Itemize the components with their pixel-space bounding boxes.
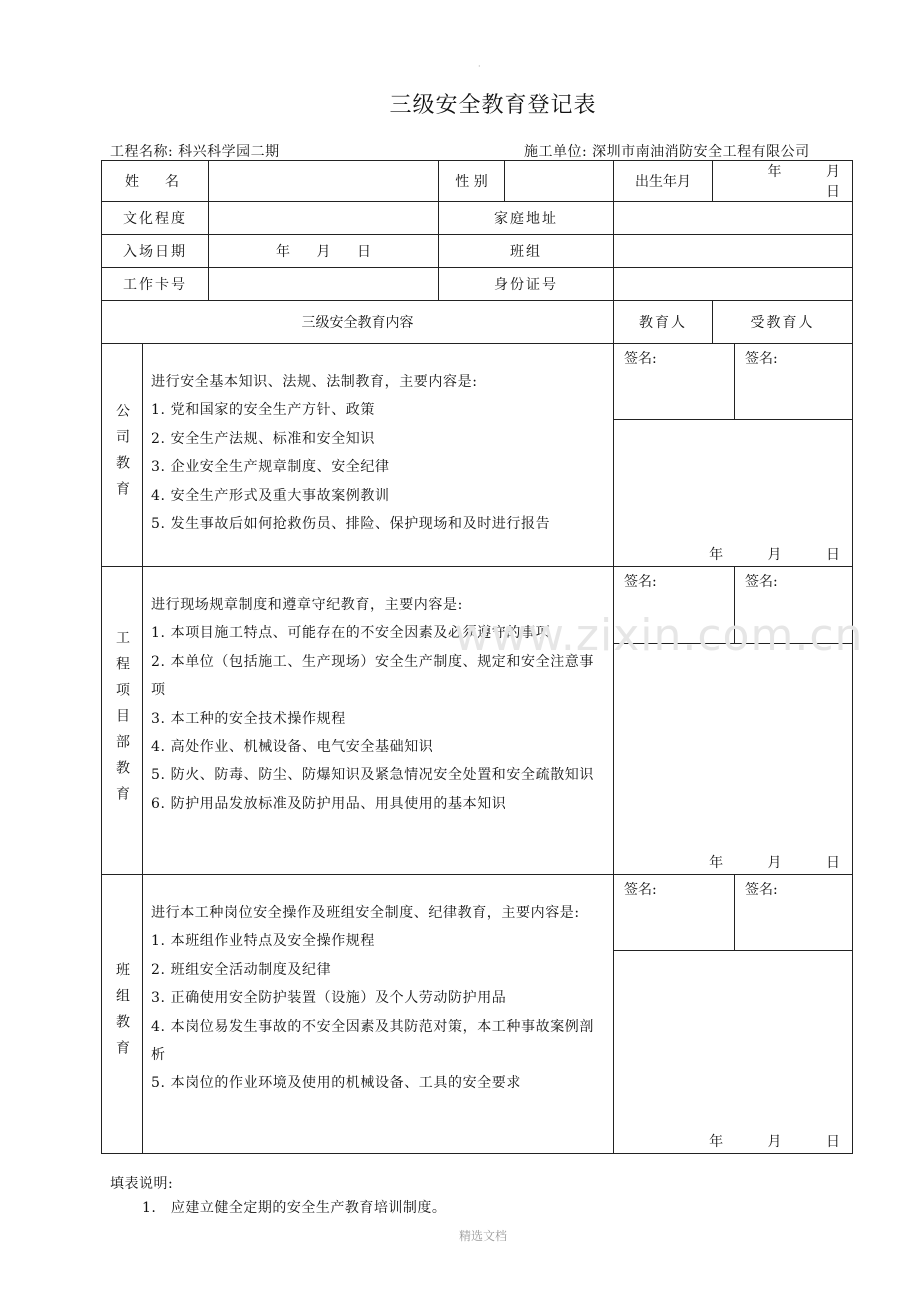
- signature-date[interactable]: [614, 420, 852, 566]
- content-line: 4. 安全生产形式及重大事故案例教训: [151, 487, 390, 504]
- content-line: 4. 高处作业、机械设备、电气安全基础知识: [151, 739, 434, 756]
- date-text: 年 月 日: [709, 1134, 840, 1150]
- team-education-content: [143, 875, 614, 1154]
- gender-label: 性 别: [439, 161, 505, 202]
- content-header: 三级安全教育内容: [102, 301, 614, 344]
- name-label: 姓 名: [102, 161, 209, 202]
- content-line: 4. 本岗位易发生事故的不安全因素及其防范对策，本工种事故案例剖析: [151, 1018, 595, 1064]
- trainee-signature-field[interactable]: [735, 875, 852, 950]
- entry-date-text: 年 月 日: [276, 244, 371, 260]
- work-card-label: 工作卡号: [102, 268, 209, 301]
- signature-label: 签名:: [624, 351, 657, 367]
- signature-label: 签名:: [624, 882, 657, 898]
- trainee-signature-field[interactable]: [735, 567, 852, 643]
- content-line: 2. 本单位（包括施工、生产现场）安全生产制度、规定和安全注意事项: [151, 653, 595, 699]
- signature-date[interactable]: [614, 951, 852, 1153]
- educator-signature-field[interactable]: [614, 875, 735, 950]
- footer-text: 精选文档: [458, 1229, 507, 1243]
- content-line: 2. 班组安全活动制度及纪律: [151, 961, 332, 978]
- team-education-row: [102, 875, 853, 1154]
- date-text: 年 月 日: [709, 547, 840, 563]
- stage-label-team: 班组教育: [114, 962, 130, 1066]
- content-line: 进行安全基本知识、法规、法制教育，主要内容是:: [151, 374, 478, 390]
- birth-label: 出生年月: [614, 161, 713, 202]
- content-line: 6. 防护用品发放标准及防护用品、用具使用的基本知识: [151, 795, 507, 812]
- stage-label-project: 工程项目部教育: [114, 629, 130, 812]
- gender-field[interactable]: [505, 161, 614, 202]
- company-education-row: [102, 344, 853, 567]
- content-line: 3. 企业安全生产规章制度、安全纪律: [151, 459, 390, 476]
- page-title: 三级安全教育登记表: [389, 93, 597, 118]
- project-name: 工程名称: 科兴科学园二期: [110, 144, 280, 160]
- name-field[interactable]: [209, 161, 439, 202]
- signature-label: 签名:: [624, 574, 657, 590]
- project-education-content: [143, 567, 614, 875]
- address-field[interactable]: [614, 202, 853, 235]
- notes-title: 填表说明:: [110, 1176, 174, 1192]
- educator-signature-field[interactable]: [614, 344, 735, 419]
- content-line: 3. 本工种的安全技术操作规程: [151, 710, 346, 727]
- stage-label-company: 公司教育: [114, 403, 130, 507]
- entry-date-field[interactable]: [209, 235, 439, 268]
- registration-table: [101, 160, 853, 1154]
- content-line: 5. 防火、防毒、防尘、防爆知识及紧急情况安全处置和安全疏散知识: [151, 767, 595, 784]
- team-field[interactable]: [614, 235, 853, 268]
- education-field[interactable]: [209, 202, 439, 235]
- company-education-content: [143, 344, 614, 567]
- content-line: 5. 发生事故后如何抢救伤员、排险、保护现场和及时进行报告: [151, 516, 551, 533]
- content-line: 5. 本岗位的作业环境及使用的机械设备、工具的安全要求: [151, 1075, 522, 1092]
- signature-label: 签名:: [745, 351, 778, 367]
- signature-label: 签名:: [745, 574, 778, 590]
- birth-date-text: 年 月 日: [767, 164, 840, 200]
- trainee-header: 受教育人: [713, 301, 853, 344]
- notes-item: 1. 应建立健全定期的安全生产教育培训制度。: [142, 1200, 447, 1216]
- content-line: 进行现场规章制度和遵章守纪教育，主要内容是:: [151, 597, 463, 613]
- content-line: 3. 正确使用安全防护装置（设施）及个人劳动防护用品: [151, 990, 507, 1007]
- notes: [110, 1172, 446, 1220]
- trainee-signature-field[interactable]: [735, 344, 852, 419]
- date-text: 年 月 日: [709, 855, 840, 871]
- birth-field[interactable]: [713, 161, 853, 202]
- id-number-field[interactable]: [614, 268, 853, 301]
- content-line: 1. 本项目施工特点、可能存在的不安全因素及必须遵守的事项: [151, 625, 551, 642]
- header-dot: ·: [478, 62, 481, 71]
- educator-signature-field[interactable]: [614, 567, 735, 643]
- content-line: 2. 安全生产法规、标准和安全知识: [151, 430, 376, 447]
- entry-date-label: 入场日期: [102, 235, 209, 268]
- signature-date[interactable]: [614, 644, 852, 874]
- work-card-field[interactable]: [209, 268, 439, 301]
- id-number-label: 身份证号: [439, 268, 614, 301]
- contractor-name: 施工单位: 深圳市南油消防安全工程有限公司: [524, 144, 810, 160]
- content-line: 进行本工种岗位安全操作及班组安全制度、纪律教育，主要内容是:: [151, 905, 580, 921]
- team-label: 班组: [439, 235, 614, 268]
- education-label: 文化程度: [102, 202, 209, 235]
- signature-label: 签名:: [745, 882, 778, 898]
- project-education-row: [102, 567, 853, 875]
- content-line: 1. 党和国家的安全生产方针、政策: [151, 402, 376, 419]
- watermark: www.zixin.com.cn: [454, 610, 864, 661]
- address-label: 家庭地址: [439, 202, 614, 235]
- content-line: 1. 本班组作业特点及安全操作规程: [151, 933, 376, 950]
- educator-header: 教育人: [614, 301, 713, 344]
